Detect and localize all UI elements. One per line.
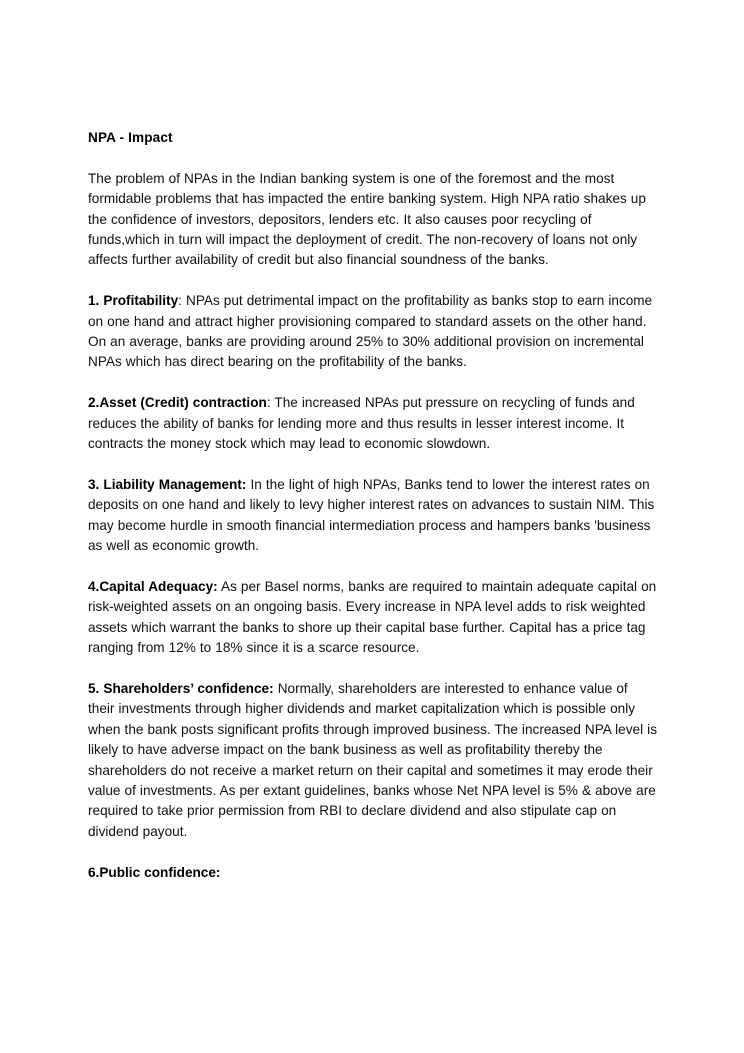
paragraph-text: : NPAs put detrimental impact on the profitability as banks stop to earn income on one hand and attract higher provisioning compared to standard assets on the other hand. On an average, banks are providing around 25% to 30% additional provision on incremental NPAs which has direct bearing on the profitability of the banks. — [88, 293, 653, 370]
paragraph-lead: 2.Asset (Credit) contraction — [88, 395, 267, 411]
paragraph-profitability — [88, 291, 658, 373]
paragraph-asset-contraction — [88, 393, 658, 454]
paragraph-shareholders-confidence — [88, 679, 658, 842]
paragraph-lead: 6.Public confidence: — [88, 864, 221, 880]
paragraph-text: Normally, shareholders are interested to enhance value of their investments through higher dividends and market capitalization which is possible only when the bank posts significant profits through improved business. The increased NPA level is likely to have adverse impact on the bank business as well as profitability thereby the shareholders do not receive a market return on their capital and sometimes it may erode their value of investments. As per extant guidelines, banks whose Net NPA level is 5% & above are required to take prior permission from RBI to declare dividend and also stipulate cap on dividend payout. — [88, 680, 657, 839]
document-body — [88, 128, 658, 883]
page-title: NPA - Impact — [88, 130, 173, 145]
paragraph-text: : The increased NPAs put pressure on recycling of funds and reduces the ability of banks for lending more and thus results in lesser interest income. It contracts the money stock which may lead to economic slowdown. — [88, 395, 635, 452]
paragraph-text: As per Basel norms, banks are required to maintain adequate capital on risk-weighted assets on an ongoing basis. Every increase in NPA level adds to risk weighted assets which warrant the banks to shore up their capital base further. Capital has a price tag ranging from 12% to 18% since it is a scarce resource. — [88, 578, 657, 656]
paragraph-text: In the light of high NPAs, Banks tend to lower the interest rates on deposits on one hand and likely to levy higher interest rates on advances to sustain NIM. This may become hurdle in smooth financial intermediation process and hampers banks 'business as well as economic growth. — [88, 476, 655, 554]
paragraph-lead: 4.Capital Adequacy: — [88, 578, 218, 594]
paragraph-lead: 5. Shareholders’ confidence: — [88, 680, 274, 696]
paragraph-liability-management — [88, 475, 658, 557]
paragraph-intro — [88, 169, 658, 271]
paragraph-lead: 3. Liability Management: — [88, 476, 247, 492]
paragraph-lead: 1. Profitability — [88, 293, 179, 309]
paragraph-public-confidence — [88, 863, 658, 883]
paragraph-capital-adequacy — [88, 577, 658, 659]
paragraph-text: The problem of NPAs in the Indian banking system is one of the foremost and the most formidable problems that has impacted the entire banking system. High NPA ratio shakes up the confidence of investors, depositors, lenders etc. It also causes poor recycling of funds,which in turn will impact the deployment of credit. The non-recovery of loans not only affects further availability of credit but also financial soundness of the banks. — [88, 170, 646, 268]
